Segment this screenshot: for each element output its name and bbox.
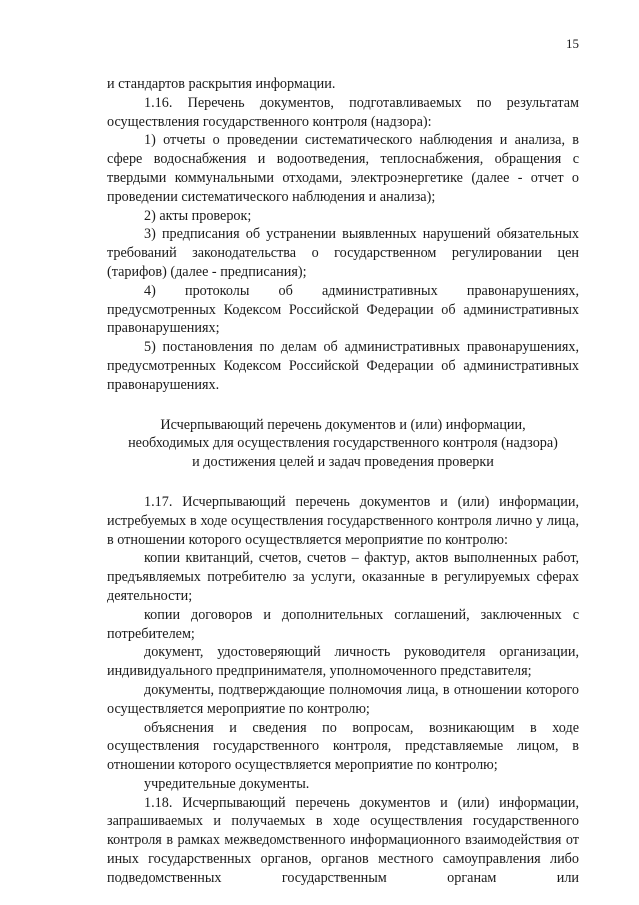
page-body bbox=[107, 75, 579, 888]
paragraph-1-16: 1.16. Перечень документов, подготавливаемых по результатам осуществления государственного контроля (надзора): bbox=[107, 94, 579, 130]
list-item-1-16-5: 5) постановления по делам об административных правонарушениях, предусмотренных Кодексом Российской Федерации об административных правонарушениях. bbox=[107, 339, 579, 393]
list-item-1-17-authority: документы, подтверждающие полномочия лица, в отношении которого осуществляется мероприятие по контролю; bbox=[107, 681, 579, 717]
list-item-1-16-1: 1) отчеты о проведении систематического наблюдения и анализа, в сфере водоснабжения и водоотведения, теплоснабжения, обращения с твердыми коммунальными отходами, электроэнергетике (далее - отчет о проведении систематического наблюдения и анализа); bbox=[107, 132, 579, 205]
list-item-1-16-2: 2) акты проверок; bbox=[144, 207, 252, 224]
section-heading bbox=[107, 416, 579, 472]
section-heading-line-3: и достижения целей и задач проведения проверки bbox=[192, 454, 494, 471]
paragraph-1-17: 1.17. Исчерпывающий перечень документов и (или) информации, истребуемых в ходе осуществления государственного контроля лично у лица, в отношении которого осуществляется мероприятие по контролю: bbox=[107, 493, 579, 548]
list-item-1-17-receipts: копии квитанций, счетов, счетов – фактур, актов выполненных работ, предъявляемых потребителю за услуги, оказанные в регулируемых сферах деятельности; bbox=[107, 550, 579, 604]
paragraph-1-18: 1.18. Исчерпывающий перечень документов и (или) информации, запрашиваемых и получаемых в ходе осуществления государственного контроля в рамках межведомственного информационного взаимодействия от иных государственных органов, органов местного самоуправления либо подведомственных государственным органам или bbox=[107, 794, 579, 886]
list-item-1-17-identity: документ, удостоверяющий личность руководителя организации, индивидуального предпринимателя, уполномоченного представителя; bbox=[107, 644, 579, 680]
list-item-1-17-explanations: объяснения и сведения по вопросам, возникающим в ходе осуществления государственного контроля, представляемые лицом, в отношении которого осуществляется мероприятие по контролю; bbox=[107, 719, 579, 774]
section-heading-line-1: Исчерпывающий перечень документов и (или) информации, bbox=[160, 416, 526, 433]
list-item-1-16-3: 3) предписания об устранении выявленных нарушений обязательных требований законодательства о государственном регулировании цен (тарифов) (далее - предписания); bbox=[107, 226, 579, 280]
list-item-1-16-4: 4) протоколы об административных правонарушениях, предусмотренных Кодексом Российской Федерации об административных правонарушениях; bbox=[107, 282, 579, 337]
section-heading-line-2: необходимых для осуществления государственного контроля (надзора) bbox=[128, 435, 558, 452]
list-item-1-17-charter: учредительные документы. bbox=[144, 775, 310, 792]
list-item-1-17-contracts: копии договоров и дополнительных соглашений, заключенных с потребителем; bbox=[107, 606, 579, 642]
paragraph-continuation: и стандартов раскрытия информации. bbox=[107, 76, 336, 92]
page-number: 15 bbox=[566, 36, 579, 51]
